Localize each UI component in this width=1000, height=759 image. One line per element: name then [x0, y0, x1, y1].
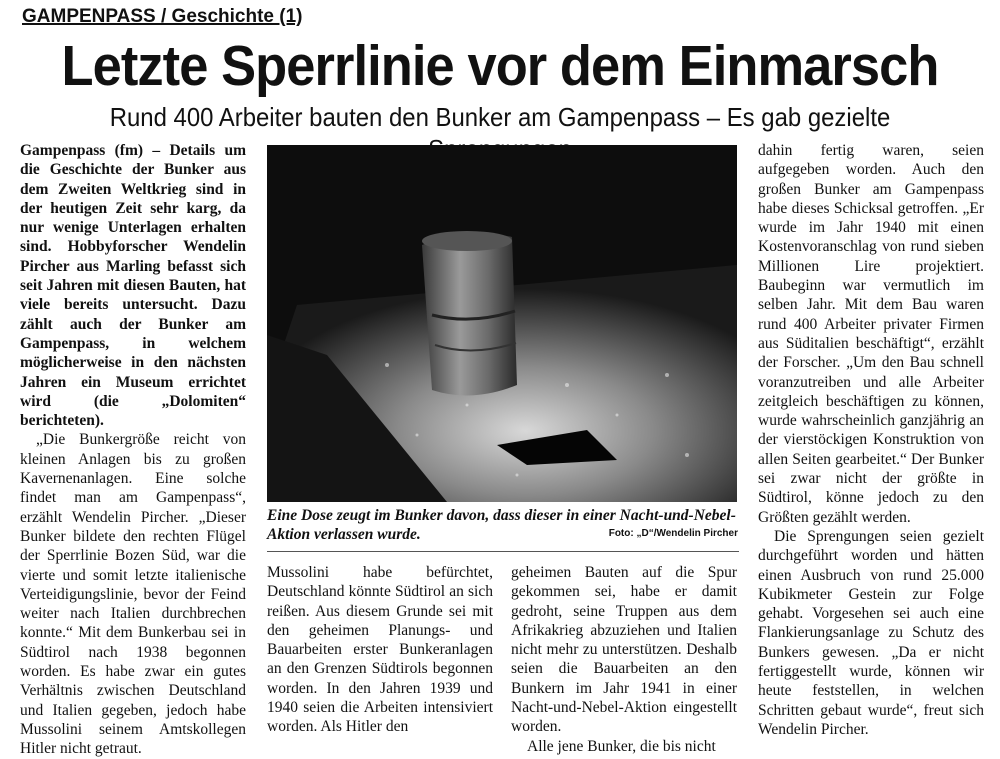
photo-credit: Foto: „D“/Wendelin Pircher	[608, 528, 738, 539]
article-paragraph: dahin fertig waren, seien aufgegeben worden. Auch den großen Bunker am Gampenpass habe dieses Schicksal getroffen. „Er wurde im Jahr 1940 mit einen Kostenvoranschlag von rund sieben Millionen Lire projektiert. Baubeginn war vermutlich im selben Jahr. Mit dem Bau waren rund 400 Arbeiter privater Firmen aus Süditalien beschäftigt“, erzählt der Forscher. „Um den Bau schnell voranzutreiben und alle Arbeiter zeitgleich beschäftigen zu können, wurde wahrscheinlich ganzjährig an der vierstöckigen Konstruktion von allen Seiten gearbeitet.“ Der Bunker sei zwar nicht der größte in Südtirol, könne jedoch zu den Größten gezählt werden.	[758, 142, 984, 526]
article-paragraph: „Die Bunkergröße reicht von kleinen Anlagen bis zu großen Kavernenanlagen. Eine solche findet man am Gampenpass“, erzählt Wendelin Pircher. „Dieser Bunker bildete den rechten Flügel der Sperrlinie Bozen Süd, war die vierte und somit letzte italienische Verteidigungslinie, bevor der Feind weiter nach Italien durchbrechen konnte.“ Mit dem Bunkerbau sei in Südtirol nach 1938 begonnen worden. Es habe zwar ein gutes Verhältnis zwischen Deutschland und Italien gegeben, jedoch habe Mussolini seinem Amtskollegen Hitler nicht getraut.	[20, 431, 246, 758]
bunker-can-image	[267, 145, 737, 502]
article-intro: Gampenpass (fm) – Details um die Geschichte der Bunker aus dem Zweiten Weltkrieg sind in der heutigen Zeit sehr karg, da nur wenige Unterlagen erhalten sind. Hobbyforscher Wendelin Pircher aus Marling befasst sich seit Jahren mit diesen Bauten, hat viele bereits untersucht. Dazu zählt auch der Bunker am Gampenpass, in welchem möglicherweise in den nächsten Jahren ein Museum errichtet wird (die „Dolomiten“ berichteten).	[20, 142, 246, 430]
headline: Letzte Sperrlinie vor dem Einmarsch	[61, 34, 939, 98]
bunker-photo	[267, 145, 737, 502]
photo-caption: Eine Dose zeugt im Bunker davon, dass dieser in einer Nacht-und-Nebel-Aktion verlassen wurde.	[267, 507, 736, 543]
article-column-4	[758, 141, 984, 739]
article-column-3	[511, 563, 737, 756]
article-paragraph: Alle jene Bunker, die bis nicht	[527, 737, 716, 755]
article-paragraph: Mussolini habe befürchtet, Deutschland könnte Südtirol an sich reißen. Aus diesem Grunde sei mit den geheimen Planungs- und Bauarbeiten erster Bunkeranlagen an den Grenzen Südtirols begonnen worden. In den Jahren 1939 und 1940 seien die Arbeiten intensiviert worden. Als Hitler den	[267, 564, 493, 736]
subheadline: Rund 400 Arbeiter bauten den Bunker am Gampenpass – Es gab gezielte	[109, 102, 891, 132]
article-column-2	[267, 563, 493, 737]
article-paragraph: Die Sprengungen seien gezielt durchgeführt worden und hätten einen Ausbruch von rund 25.000 Kubikmeter Gestein zur Folge gehabt. Vorgesehen sei auch eine Flankierungsanlage zu Schutz des Bunkers gewesen. „Da er nicht fertiggestellt wurde, können wir heute feststellen, in welchen Schritten gebaut wurde“, freut sich Wendelin Pircher.	[758, 527, 984, 738]
article-column-1	[20, 141, 246, 759]
caption-divider	[267, 551, 739, 552]
article-paragraph: geheimen Bauten auf die Spur gekommen sei, habe er damit gedroht, seine Truppen aus dem Afrikakrieg abzuziehen und Italien nicht mehr zu unterstützen. Deshalb seien die Bauarbeiten an den Bunkern im Jahr 1941 in einer Nacht-und-Nebel-Aktion eingestellt worden.	[511, 564, 737, 736]
section-kicker: GAMPENPASS / Geschichte (1)	[22, 6, 303, 27]
